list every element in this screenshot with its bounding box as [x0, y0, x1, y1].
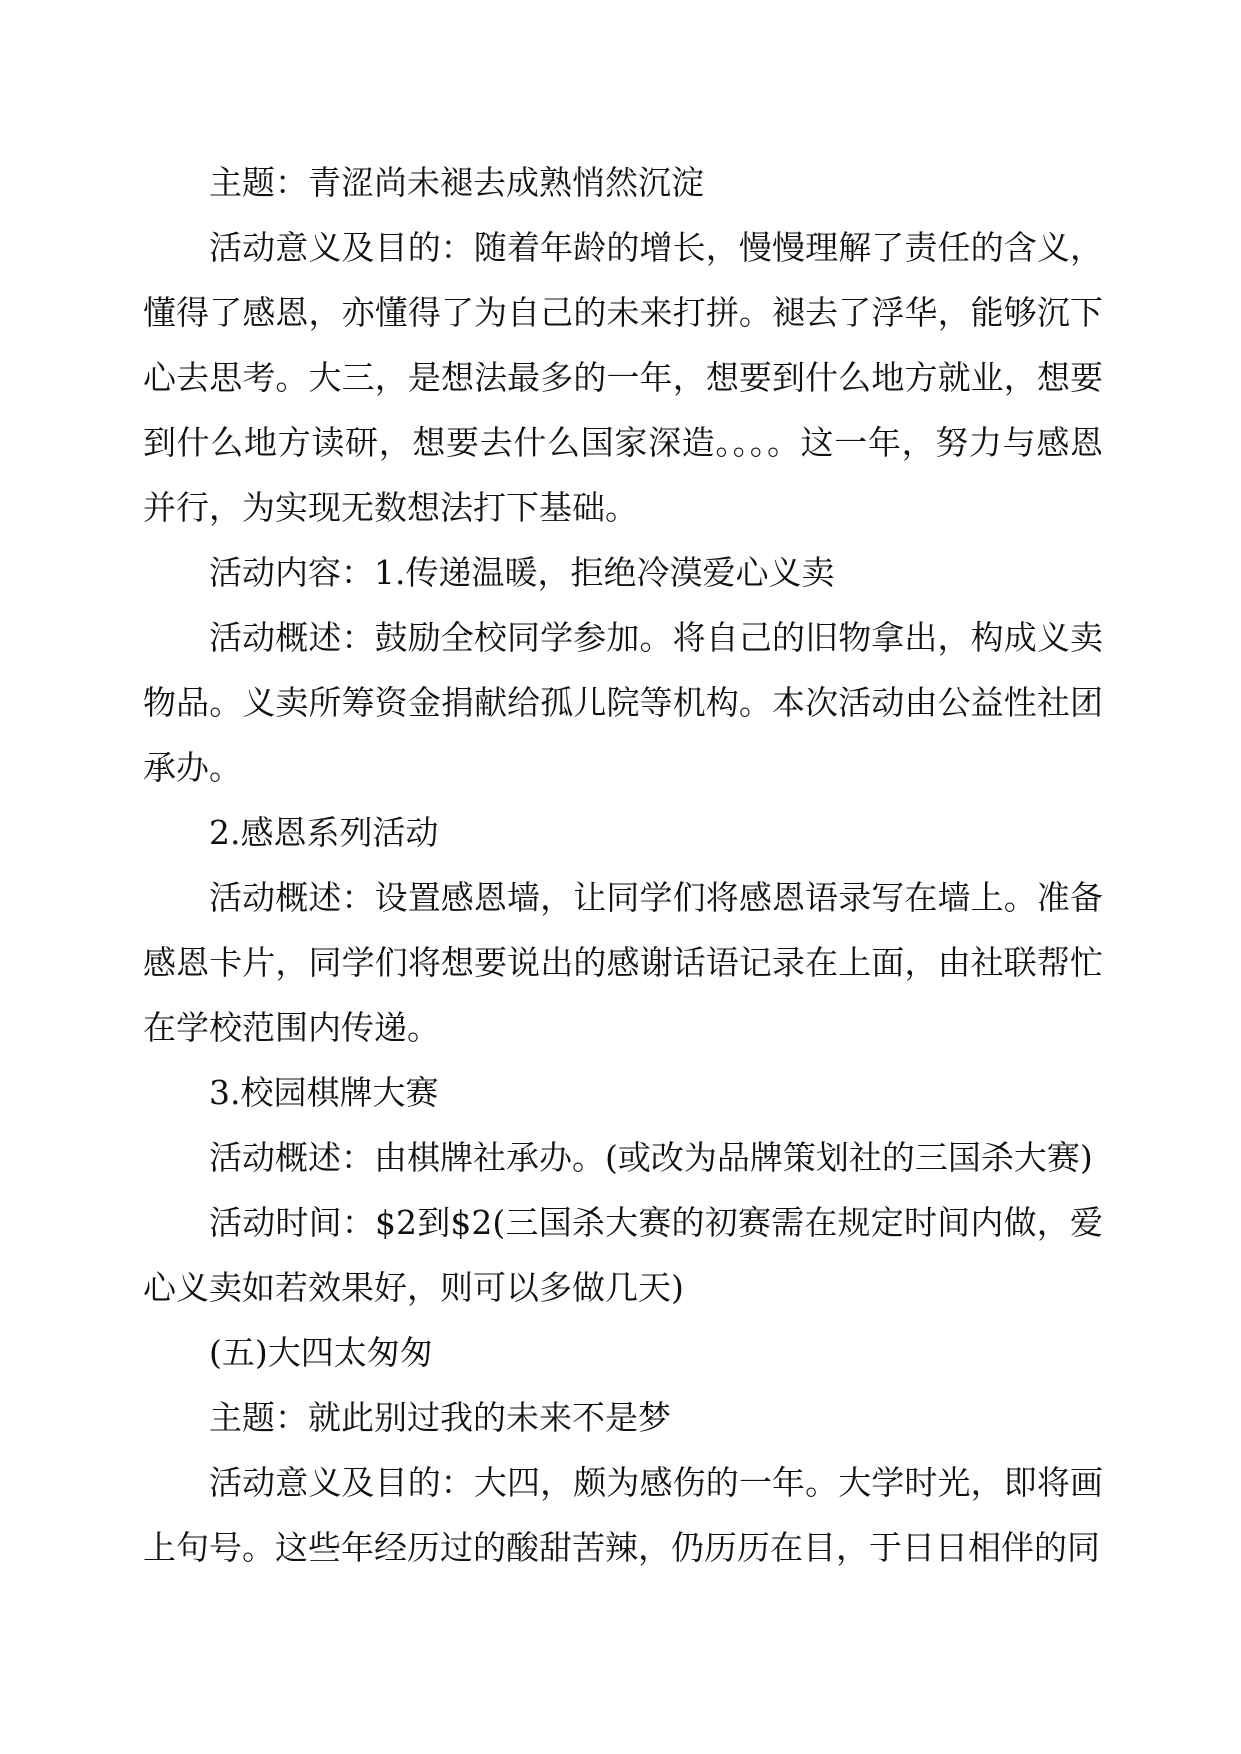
- paragraph-activity-content: 活动内容：1.传递温暖，拒绝冷漠爱心义卖: [209, 553, 835, 592]
- paragraph-activity-time: 活动时间：$2到$2(三国杀大赛的初赛需在规定时间内做，爱心义卖如若效果好，则可以多做几天): [143, 1203, 1103, 1307]
- paragraph-theme-senior: 主题：就此别过我的未来不是梦: [209, 1398, 671, 1437]
- paragraph-gratitude-overview: 活动概述：设置感恩墙，让同学们将感恩语录写在墙上。准备感恩卡片，同学们将想要说出的感谢话语记录在上面，由社联帮忙在学校范围内传递。: [143, 878, 1103, 1047]
- paragraph-purpose-senior: 活动意义及目的：大四，颇为感伤的一年。大学时光，即将画上句号。这些年经历过的酸甜苦辣，仍历历在目，于日日相伴的同: [143, 1463, 1103, 1567]
- paragraph-charity-sale-overview: 活动概述：鼓励全校同学参加。将自己的旧物拿出，构成义卖物品。义卖所筹资金捐献给孤儿院等机构。本次活动由公益性社团承办。: [143, 618, 1103, 787]
- paragraph-chess-contest: 3.校园棋牌大赛: [209, 1073, 439, 1112]
- document-body: [143, 150, 1103, 1580]
- paragraph-purpose-junior: 活动意义及目的：随着年龄的增长，慢慢理解了责任的含义，懂得了感恩，亦懂得了为自己的未来打拼。褪去了浮华，能够沉下心去思考。大三，是想法最多的一年，想要到什么地方就业，想要到什么地方读研，想要去什么国家深造。。。。这一年，努力与感恩并行，为实现无数想法打下基础。: [143, 228, 1103, 527]
- paragraph-chess-overview: 活动概述：由棋牌社承办。(或改为品牌策划社的三国杀大赛): [209, 1138, 1093, 1177]
- paragraph-theme-junior: 主题：青涩尚未褪去成熟悄然沉淀: [209, 163, 704, 202]
- paragraph-section-senior: (五)大四太匆匆: [209, 1333, 433, 1372]
- paragraph-gratitude-series: 2.感恩系列活动: [209, 813, 439, 852]
